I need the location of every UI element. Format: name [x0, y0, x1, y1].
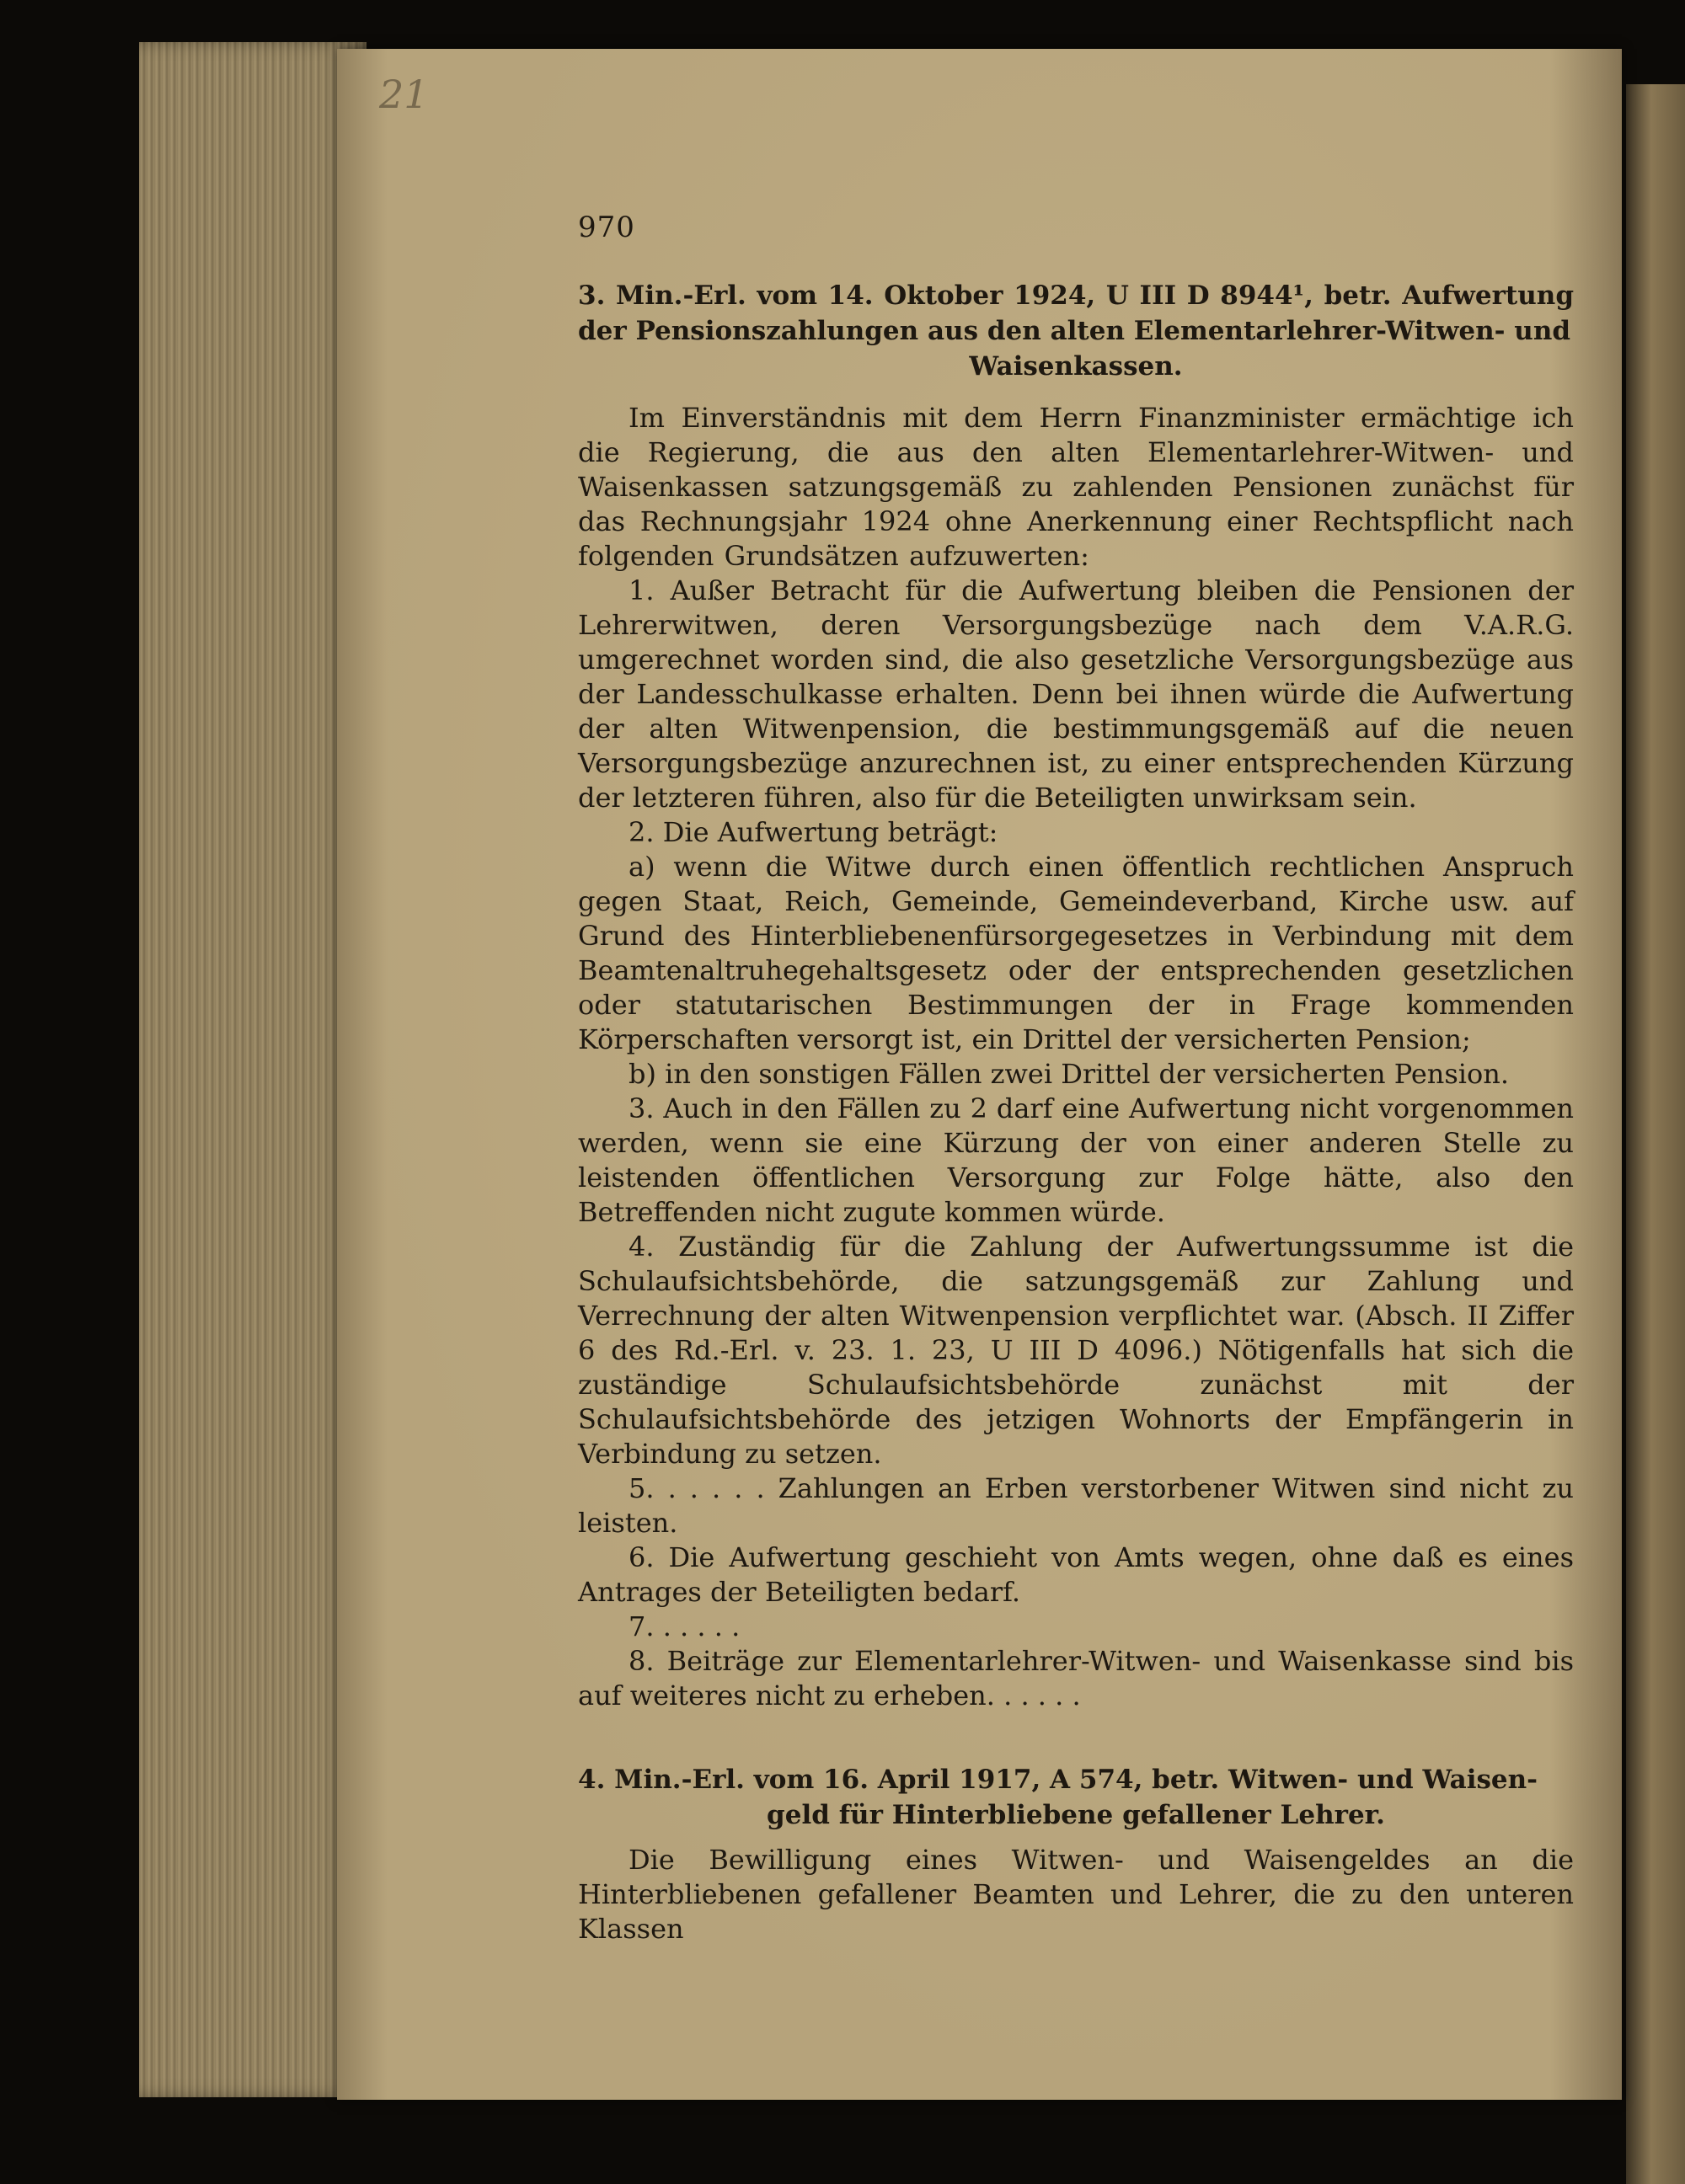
section-3-item-7: 7. . . . . . [629, 1610, 741, 1642]
section-3-item-5: 5. . . . . . Zahlungen an Erben verstorbener Witwen sind nicht zu leisten. [578, 1472, 1574, 1539]
section-3-item-2a: a) wenn die Witwe durch einen öffentlich rechtlichen Anspruch gegen Staat, Reich, Gemeinde, Gemeindeverband, Kirche usw. auf Grund des Hinterbliebenenfürsorgegesetzes in Verbindung mit dem Beamtenaltruhegehaltsgesetz oder der entsprechenden gesetzlichen oder statutarischen Bestimmungen der in Frage kommenden Körperschaften versorgt ist, ein Drittel der versicherten Pension; [578, 851, 1574, 1055]
section-4-heading-line1: 4. Min.-Erl. vom 16. April 1917, A 574, betr. Witwen- und Waisen- [578, 1765, 1538, 1795]
section-3-item-6: 6. Die Aufwertung geschieht von Amts wegen, ohne daß es eines Antrages der Beteiligten bedarf. [578, 1541, 1574, 1608]
section-3-item-1: 1. Außer Betracht für die Aufwertung bleiben die Pensionen der Lehrerwitwen, deren Versorgungsbezüge nach dem V.A.R.G. umgerechnet worden sind, die also gesetzliche Versorgungsbezüge aus der Landesschulkasse erhalten. Denn bei ihnen würde die Aufwertung der alten Witwenpension, die bestimmungsgemäß auf die neuen Versorgungsbezüge anzurechnen ist, zu einer entsprechenden Kürzung der letzteren führen, also für die Beteiligten unwirksam sein. [578, 574, 1574, 814]
section-3-item-2b: b) in den sonstigen Fällen zwei Drittel der versicherten Pension. [629, 1058, 1510, 1090]
section-3-heading [578, 278, 1574, 384]
section-3-heading-line2: Waisenkassen. [969, 351, 1183, 382]
section-3-item-4: 4. Zuständig für die Zahlung der Aufwertungssumme ist die Schulaufsichtsbehörde, die satzungsgemäß zur Zahlung und Verrechnung der alten Witwenpension verpflichtet war. (Absch. II Ziffer 6 des Rd.-Erl. v. 23. 1. 23, U III D 4096.) Nötigenfalls hat sich die zuständige Schulaufsichtsbehörde zunächst mit der Schulaufsichtsbehörde des jetzigen Wohnorts der Empfängerin in Verbindung zu setzen. [578, 1231, 1574, 1470]
section-4-heading-line2: geld für Hinterbliebene gefallener Lehrer. [767, 1800, 1385, 1830]
section-4-heading [578, 1762, 1574, 1833]
section-3-item-2: 2. Die Aufwertung beträgt: [629, 816, 998, 848]
section-3-heading-line1: 3. Min.-Erl. vom 14. Oktober 1924, U III D 8944¹, betr. Aufwertung der Pensionszahlungen aus den alten Elementarlehrer-Witwen- und [578, 280, 1574, 346]
section-3-item-3: 3. Auch in den Fällen zu 2 darf eine Aufwertung nicht vorgenommen werden, wenn sie eine Kürzung der von einer anderen Stelle zu leistenden öffentlichen Versorgung zur Folge hätte, also den Betreffenden nicht zugute kommen würde. [578, 1092, 1574, 1228]
page-edge-stack [139, 42, 366, 2097]
opposite-page-edge [1626, 84, 1685, 2184]
pencil-annotation: 21 [379, 72, 429, 117]
section-separator [578, 1713, 1574, 1762]
page-number: 970 [578, 211, 635, 244]
section-3-intro: Im Einverständnis mit dem Herrn Finanzminister ermächtige ich die Regierung, die aus den alten Elementarlehrer-Witwen- und Waisenkassen satzungsgemäß zu zahlenden Pensionen zunächst für das Rechnungsjahr 1924 ohne Anerkennung einer Rechtspflicht nach folgenden Grundsätzen aufzuwerten: [578, 402, 1574, 572]
section-4-intro: Die Bewilligung eines Witwen- und Waisengeldes an die Hinterbliebenen gefallener Beamten und Lehrer, die zu den unteren Klassen [578, 1844, 1574, 1945]
page-text [578, 211, 1574, 1946]
section-3-item-8: 8. Beiträge zur Elementarlehrer-Witwen- und Waisenkasse sind bis auf weiteres nicht zu erheben. . . . . . [578, 1645, 1574, 1711]
